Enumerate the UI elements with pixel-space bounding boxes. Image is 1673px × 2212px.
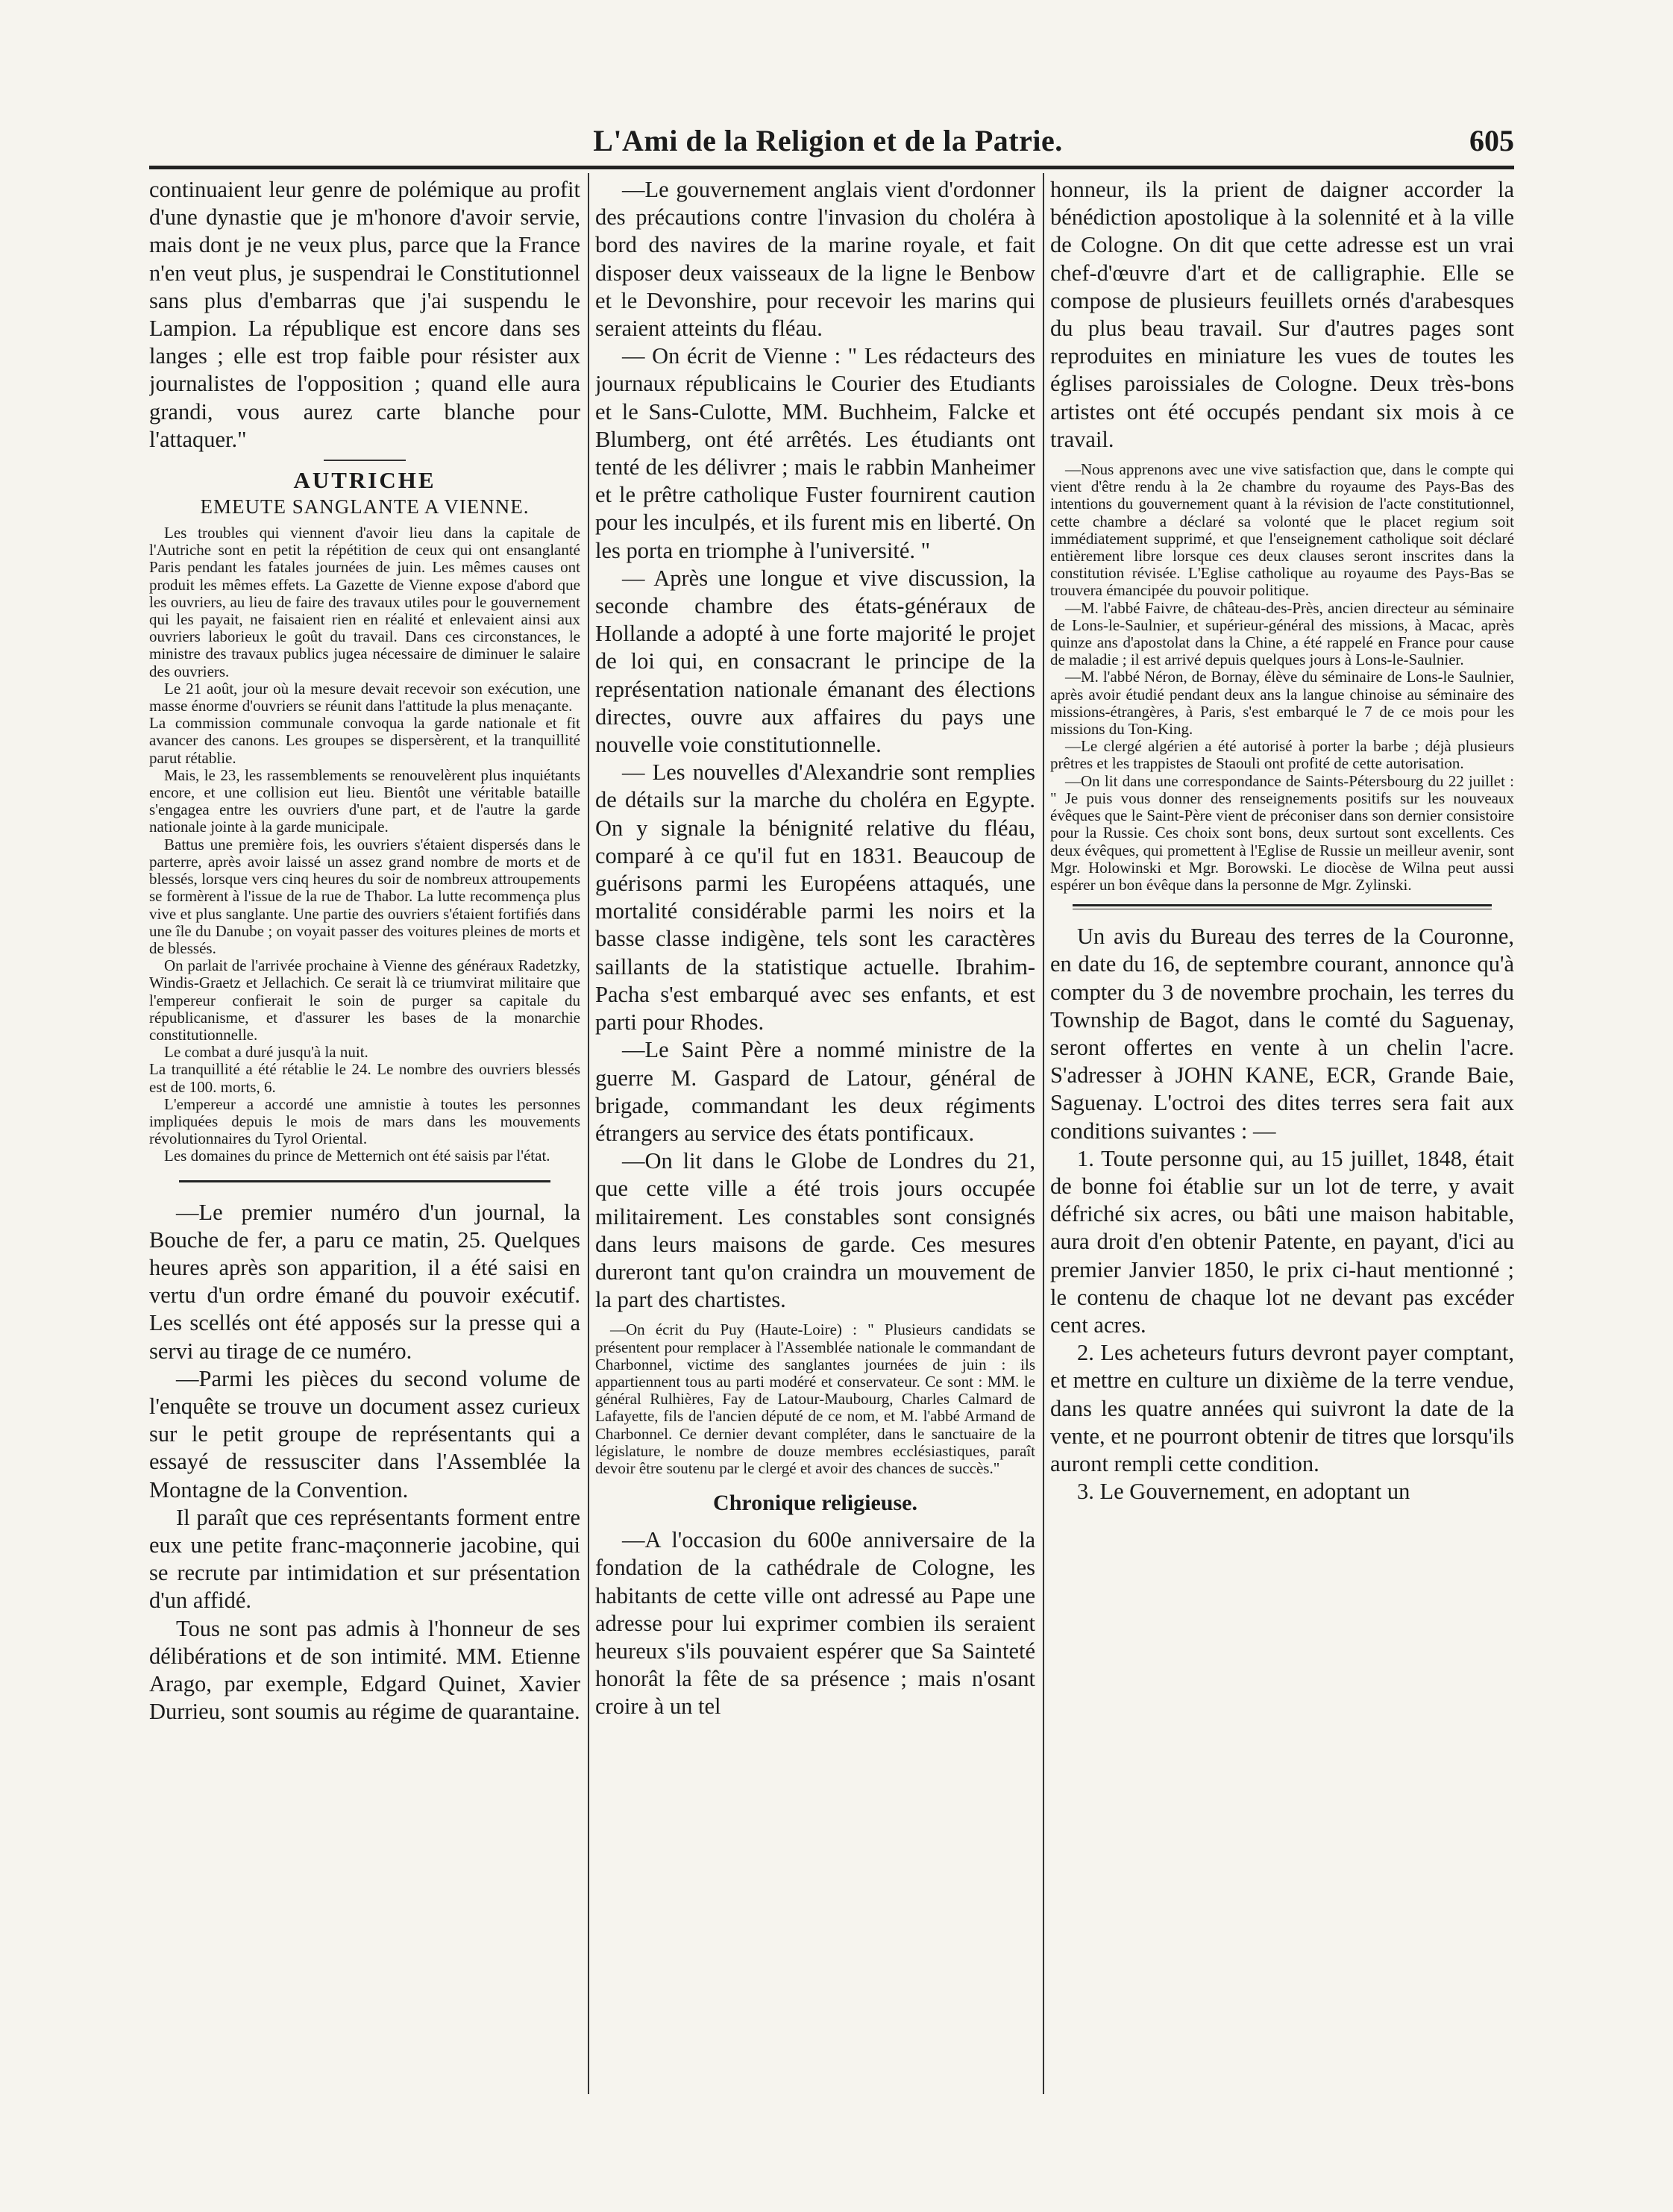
page-header [142,123,1514,168]
section-subheading: EMEUTE SANGLANTE A VIENNE. [200,495,530,518]
column-3 [1050,176,1514,2086]
article-paragraph: —Parmi les pièces du second volume de l'enquête se trouve un document assez curieux sur le petit groupe de représentants qui a essayé de ressusciter dans l'Assemblée la Montagne de la Convention. [149,1365,580,1503]
article-paragraph: —A l'occasion du 600e anniversaire de la fondation de la cathédrale de Cologne, les habitants de cette ville ont adressé au Pape une adresse pour lui exprimer combien ils seraient heureux s'ils pouvaient espérer que Sa Sainteté honorât la fête de sa présence ; mais n'osant croire à un tel [595,1527,1035,1720]
column-divider-2 [1043,173,1044,2094]
column-2 [595,176,1035,2086]
section-rule [324,460,406,461]
news-paragraph: —On écrit du Puy (Haute-Loire) : " Plusieurs candidats se présentent pour remplacer à l'Assemblée nationale le commandant de Charbonnel, victime des sanglantes journées de juin : ils appartiennent tous au parti modéré et conservateur. Ce sont : MM. le général Rulhières, Fay de Latour-Maubourg, Charles Calmard de Lafayette, fils de l'ancien député de ce nom, et M. l'abbé Armand de Charbonnel. Ce dernier devant compléter, dans le sanctuaire de la législature, le nombre de douze membres ecclésiastiques, paraît devoir être soutenu par le clergé et avoir des chances de succès." [595,1320,1035,1477]
news-paragraph: —M. l'abbé Néron, de Bornay, élève du séminaire de Lons-le Saulnier, après avoir étudié pendant deux ans la langue chinoise au séminaire des missions-étrangères, à Paris, s'est embarqué le 7 de ce mois pour les missions du Ton-King. [1050,668,1514,739]
news-paragraph: Les troubles qui viennent d'avoir lieu dans la capitale de l'Autriche sont en petit la répétition de ceux qui ont ensanglanté Paris pendant les fatales journées de juin. Les mêmes causes ont produit les mêmes effets. La Gazette de Vienne expose d'abord que les ouvriers, au lieu de faire des travaux utiles pour le gouvernement qui les payait, ne faisaient rien en réalité et enlevaient ainsi aux ouvriers laborieux le goût du travail. Dans ces circonstances, le ministre des travaux publics jugea nécessaire de diminuer le salaire des ouvriers. [149,524,580,680]
article-separator [179,1180,550,1182]
news-paragraph: L'empereur a accordé une amnistie à toutes les personnes impliquées depuis le mois de mars dans les mouvements révolutionnaires du Tyrol Oriental. [149,1094,580,1148]
article-paragraph: 1. Toute personne qui, au 15 juillet, 1848, était de bonne foi établie sur un lot de terre, y avait défriché six acres, ou bâti une maison habitable, aura droit d'en obtenir Patente, en payant, d'ici au premier Janvier 1850, le prix ci-haut mentionné ; le contenu de chaque lot ne devant pas excéder cent acres. [1050,1145,1514,1338]
article-paragraph: Tous ne sont pas admis à l'honneur de ses délibérations et de son intimité. MM. Etienne Arago, par exemple, Edgard Quinet, Xavier Durrieu, sont soumis au régime de quarantaine. [149,1615,580,1725]
news-paragraph: Le combat a duré jusqu'à la nuit. [164,1043,368,1062]
news-paragraph: —Nous apprenons avec une vive satisfaction que, dans le compte qui vient d'être rendu à la 2e chambre du royaume des Pays-Bas des intentions du gouvernement quant à la révision de l'acte constitutionnel, cette chambre a déclaré sa volonté que le placet regium soit immédiatement supprimé, et que l'enseignement catholique soit déclaré entièrement libre lorsque ces deux clauses seront inscrites dans la constitution révisée. L'Eglise catholique au royaume des Pays-Bas se trouvera émancipée du pouvoir politique. [1050,460,1514,600]
page-title: L'Ami de la Religion et de la Patrie. [593,124,1063,157]
news-paragraph: Mais, le 23, les rassemblements se renouvelèrent plus inquiétants encore, et une collision eut lieu. Bientôt une véritable bataille s'engagea entre les ouvriers d'une part, et de l'autre la garde nationale jointe à la garde municipale. [149,765,580,836]
column-1 [149,176,580,2086]
article-separator [1073,904,1492,909]
news-paragraph: —Le clergé algérien a été autorisé à porter la barbe ; déjà plusieurs prêtres et les trappistes de Staouli ont profité de cette autorisation. [1050,737,1514,773]
article-paragraph: —Le gouvernement anglais vient d'ordonner des précautions contre l'invasion du choléra à bord des navires de la marine royale, et fait disposer deux vaisseaux de la ligne le Benbow et le Devonshire, pour recevoir les marins qui seraient atteints du fléau. [595,177,1035,342]
news-paragraph: On parlait de l'arrivée prochaine à Vienne des généraux Radetzky, Windis-Graetz et Jellachich. Ce serait là ce triumvirat militaire que l'empereur confierait le soin de purger sa capitale du républicanisme, et d'assurer les bases de la monarchie constitutionnelle. [149,956,580,1044]
header-rule [149,166,1514,169]
column-divider-1 [588,173,589,2094]
news-paragraph: La tranquillité a été rétablie le 24. Le nombre des ouvriers blessés est de 100. morts, 6. [149,1060,580,1096]
article-paragraph: 2. Les acheteurs futurs devront payer comptant, et mettre en culture un dixième de la terre vendue, dans les quatre années qui suivront la date de la vente, et ne pourront obtenir de titres que lorsqu'ils auront rempli cette condition. [1050,1340,1514,1476]
article-paragraph: Il paraît que ces représentants forment entre eux une petite franc-maçonnerie jacobine, qui se recrute par intimidation et sur présentation d'un affidé. [149,1504,580,1614]
page-number: 605 [1469,124,1514,157]
article-paragraph: Un avis du Bureau des terres de la Couronne, en date du 16, de septembre courant, annonce qu'à compter du 3 de novembre prochain, les terres du Township de Bagot, dans le comté du Saguenay, seront offertes en vente à un chelin l'acre. S'adresser à JOHN KANE, ECR, Grande Baie, Saguenay. L'octroi des dites terres sera fait aux conditions suivantes : — [1050,924,1514,1144]
article-paragraph: —Le premier numéro d'un journal, la Bouche de fer, a paru ce matin, 25. Quelques heures après son apparition, il a été saisi en vertu d'un ordre émané du pouvoir exécutif. Les scellés ont été apposés sur la presse qui a servi au tirage de ce numéro. [149,1199,580,1364]
news-paragraph: Battus une première fois, les ouvriers s'étaient dispersés dans le parterre, après avoir laissé un assez grand nombre de morts et de blessés, lorsque vers cinq heures du soir de nombreux attroupements se formèrent à l'issue de la rue de Thabor. La lutte recommença plus vive et plus sanglante. Une partie des ouvriers s'étaient fortifiés dans une île du Danube ; on voyait passer des voitures pleines de morts et de blessés. [149,835,580,957]
article-paragraph: honneur, ils la prient de daigner accorder la bénédiction apostolique à la solennité et à la ville de Cologne. On dit que cette adresse est un vrai chef-d'œuvre d'art et de calligraphie. Elle se compose de plusieurs feuillets ornés d'arabesques du plus beau travail. Sur d'autres pages sont reproduites en miniature les vues de toutes les églises paroissiales de Cologne. Deux très-bons artistes ont été occupés pendant six mois à ce travail. [1050,177,1514,452]
article-paragraph: —Le Saint Père a nommé ministre de la guerre M. Gaspard de Latour, général de brigade, commandant les deux régiments étrangers au service des états pontificaux. [595,1037,1035,1146]
news-paragraph: —M. l'abbé Faivre, de château-des-Près, ancien directeur au séminaire de Lons-le-Saulnier, et supérieur-général des missions, à Macac, après quinze ans d'apostolat dans la Chine, a été rappelé en France pour cause de maladie ; il est arrivé depuis quelques jours à Lons-le-Saulnier. [1050,598,1514,669]
article-paragraph: —On lit dans le Globe de Londres du 21, que cette ville a été trois jours occupée militairement. Les constables sont consignés dans leurs maisons de garde. Ces mesures dureront tant qu'on craindra un mouvement de la part des chartistes. [595,1148,1035,1313]
section-heading: AUTRICHE [293,467,436,494]
section-heading: Chronique religieuse. [713,1491,917,1516]
article-paragraph: continuaient leur genre de polémique au profit d'une dynastie que je m'honore d'avoir servie, mais dont je ne veux plus, parce que la France n'en veut plus, je suspendrai le Constitutionnel sans plus d'embarras que j'ai suspendu le Lampion. La république est encore dans ses langes ; elle est trop faible pour résister aux journalistes de l'opposition ; quand elle aura grandi, vous aurez carte blanche pour l'attaquer." [149,177,580,452]
article-paragraph: — Les nouvelles d'Alexandrie sont remplies de détails sur la marche du choléra en Egypte. On y signale la bénignité relative du fléau, comparé à ce qu'il fut en 1831. Beaucoup de guérisons parmi les Européens attaqués, une mortalité considérable parmi les noirs et la basse classe indigène, tels sont les caractères saillants de la statistique actuelle. Ibrahim-Pacha s'est embarqué avec ses enfants, et est parti pour Rhodes. [595,759,1035,1035]
news-paragraph: La commission communale convoqua la garde nationale et fit avancer des canons. Les groupes se dispersèrent, et la tranquillité parut rétablie. [149,714,580,767]
article-paragraph: 3. Le Gouvernement, en adoptant un [1077,1479,1410,1505]
news-paragraph: —On lit dans une correspondance de Saints-Pétersbourg du 22 juillet : " Je puis vous donner des renseignements positifs sur les nouveaux évêques que le Saint-Père vient de préconiser dans son dernier consistoire pour la Russie. Ces choix sont bons, deux surtout sont excellents. Ces deux évêques, qui promettent à l'Eglise de Russie un meilleur avenir, sont Mgr. Holowinski et Mgr. Borowski. Le diocèse de Wilna peut aussi espérer un bon évêque dans la personne de Mgr. Zylinski. [1050,771,1514,894]
article-paragraph: — Après une longue et vive discussion, la seconde chambre des états-généraux de Hollande a adopté à une forte majorité le projet de loi qui, en consacrant le principe de la représentation nationale émanant des élections directes, ouvre aux affaires du pays une nouvelle voie constitutionnelle. [595,565,1035,758]
news-paragraph: Le 21 août, jour où la mesure devait recevoir son exécution, une masse énorme d'ouvriers se réunit dans l'attitude la plus menaçante. [149,679,580,715]
article-paragraph: — On écrit de Vienne : " Les rédacteurs des journaux républicains le Courier des Etudiants et le Sans-Culotte, MM. Buchheim, Falcke et Blumberg, ont été arrêtés. Les étudiants ont tenté de les délivrer ; mais le rabbin Manheimer et le prêtre catholique Fuster fournirent caution pour les inculpés, et ils furent mis en liberté. On les porta en triomphe à l'université. " [595,343,1035,563]
news-paragraph: Les domaines du prince de Metternich ont été saisis par l'état. [164,1147,550,1165]
